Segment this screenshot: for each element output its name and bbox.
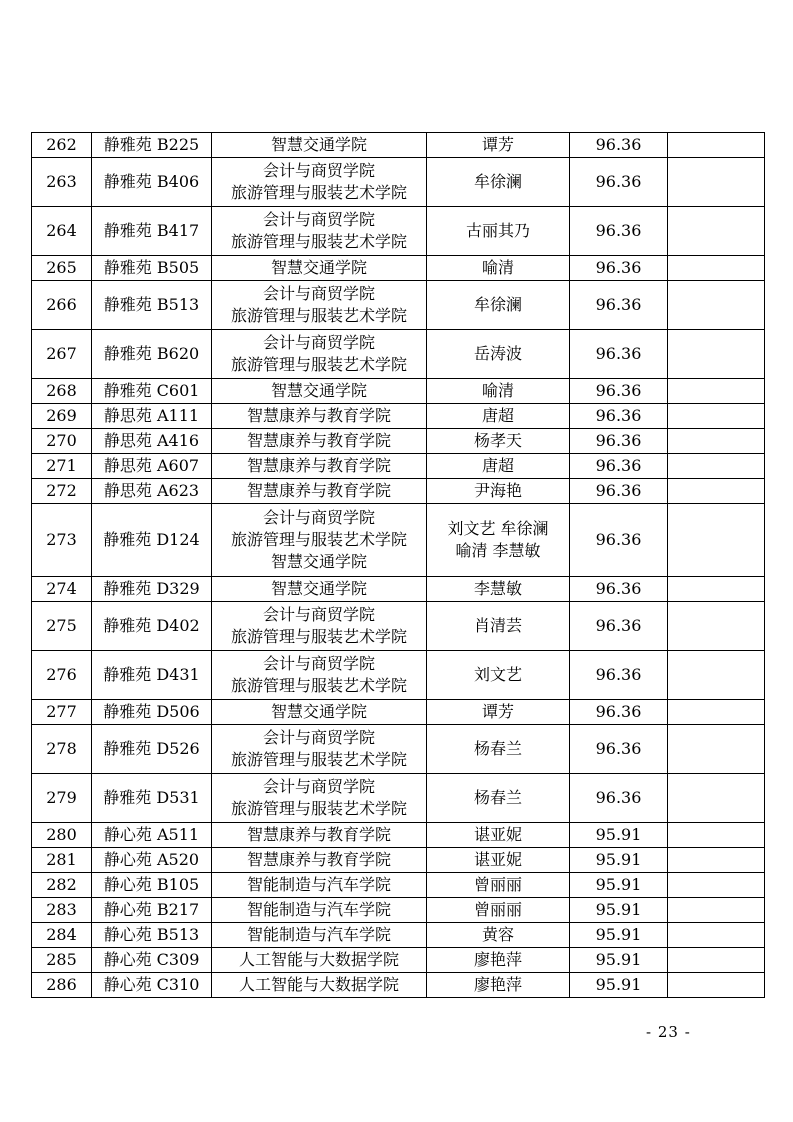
teacher-cell-line: 刘文艺	[473, 665, 522, 684]
remark-cell	[668, 577, 765, 602]
room-cell: 静心苑 B513	[92, 923, 212, 948]
college-cell-line: 智能制造与汽车学院	[246, 925, 391, 944]
teacher-cell	[427, 848, 570, 873]
teacher-cell-line: 肖清芸	[473, 616, 522, 635]
college-cell-line: 旅游管理与服装艺术学院	[230, 676, 407, 695]
remark-cell	[668, 281, 765, 330]
college-cell-line: 旅游管理与服装艺术学院	[230, 530, 407, 549]
table-row	[32, 454, 765, 479]
college-cell-line: 智能制造与汽车学院	[246, 875, 391, 894]
score-cell: 95.91	[570, 923, 668, 948]
room-cell: 静心苑 A520	[92, 848, 212, 873]
row-number: 265	[32, 256, 92, 281]
college-cell-line: 会计与商贸学院	[262, 210, 375, 229]
score-cell: 96.36	[570, 774, 668, 823]
remark-cell	[668, 133, 765, 158]
room-cell: 静心苑 B217	[92, 898, 212, 923]
teacher-cell	[427, 700, 570, 725]
table-row	[32, 774, 765, 823]
college-cell-line: 智慧交通学院	[270, 258, 367, 277]
college-cell-line: 旅游管理与服装艺术学院	[230, 355, 407, 374]
college-cell	[212, 725, 427, 774]
college-cell	[212, 281, 427, 330]
college-cell-line: 会计与商贸学院	[262, 333, 375, 352]
row-number: 276	[32, 651, 92, 700]
teacher-cell	[427, 429, 570, 454]
teacher-cell-line: 廖艳萍	[473, 950, 522, 969]
room-cell: 静心苑 A511	[92, 823, 212, 848]
room-cell: 静思苑 A623	[92, 479, 212, 504]
teacher-cell	[427, 454, 570, 479]
score-cell: 95.91	[570, 848, 668, 873]
remark-cell	[668, 823, 765, 848]
college-cell-line: 旅游管理与服装艺术学院	[230, 183, 407, 202]
teacher-cell-line: 杨春兰	[473, 788, 522, 807]
page-number: - 23 -	[646, 1023, 691, 1041]
remark-cell	[668, 848, 765, 873]
college-cell	[212, 898, 427, 923]
college-cell	[212, 651, 427, 700]
table-row	[32, 848, 765, 873]
teacher-cell-line: 古丽其乃	[465, 221, 530, 240]
college-cell	[212, 700, 427, 725]
remark-cell	[668, 256, 765, 281]
teacher-cell	[427, 973, 570, 998]
college-cell	[212, 774, 427, 823]
college-cell	[212, 429, 427, 454]
remark-cell	[668, 158, 765, 207]
college-cell-line: 智慧交通学院	[270, 381, 367, 400]
row-number: 264	[32, 207, 92, 256]
room-cell: 静心苑 C310	[92, 973, 212, 998]
college-cell-line: 智慧康养与教育学院	[246, 456, 391, 475]
remark-cell	[668, 602, 765, 651]
score-cell: 96.36	[570, 379, 668, 404]
score-cell: 96.36	[570, 330, 668, 379]
score-cell: 96.36	[570, 504, 668, 577]
table-row	[32, 504, 765, 577]
college-cell-line: 智能制造与汽车学院	[246, 900, 391, 919]
table-row	[32, 823, 765, 848]
table-row	[32, 973, 765, 998]
college-cell-line: 智慧交通学院	[270, 702, 367, 721]
college-cell	[212, 404, 427, 429]
teacher-cell-line: 喻清	[481, 381, 514, 400]
row-number: 281	[32, 848, 92, 873]
college-cell-line: 会计与商贸学院	[262, 508, 375, 527]
score-cell: 96.36	[570, 725, 668, 774]
remark-cell	[668, 479, 765, 504]
row-number: 273	[32, 504, 92, 577]
score-cell: 96.36	[570, 207, 668, 256]
room-cell: 静雅苑 B417	[92, 207, 212, 256]
college-cell-line: 智慧交通学院	[270, 552, 367, 571]
score-cell: 96.36	[570, 479, 668, 504]
remark-cell	[668, 207, 765, 256]
room-cell: 静心苑 C309	[92, 948, 212, 973]
remark-cell	[668, 404, 765, 429]
remark-cell	[668, 898, 765, 923]
row-number: 282	[32, 873, 92, 898]
teacher-cell-line: 杨春兰	[473, 739, 522, 758]
room-cell: 静思苑 A607	[92, 454, 212, 479]
table-row	[32, 379, 765, 404]
row-number: 283	[32, 898, 92, 923]
table-row	[32, 700, 765, 725]
table-row	[32, 725, 765, 774]
teacher-cell-line: 黄容	[481, 925, 514, 944]
remark-cell	[668, 700, 765, 725]
score-cell: 96.36	[570, 133, 668, 158]
teacher-cell	[427, 898, 570, 923]
remark-cell	[668, 379, 765, 404]
table-row	[32, 133, 765, 158]
teacher-cell-line: 杨孝天	[473, 431, 522, 450]
score-cell: 95.91	[570, 873, 668, 898]
table-row	[32, 948, 765, 973]
table-row	[32, 651, 765, 700]
teacher-cell	[427, 379, 570, 404]
college-cell-line: 旅游管理与服装艺术学院	[230, 750, 407, 769]
score-cell: 95.91	[570, 973, 668, 998]
row-number: 274	[32, 577, 92, 602]
remark-cell	[668, 725, 765, 774]
teacher-cell-line: 曾丽丽	[473, 875, 522, 894]
teacher-cell	[427, 651, 570, 700]
row-number: 269	[32, 404, 92, 429]
college-cell	[212, 207, 427, 256]
college-cell	[212, 602, 427, 651]
room-cell: 静雅苑 B505	[92, 256, 212, 281]
row-number: 280	[32, 823, 92, 848]
room-cell: 静雅苑 B513	[92, 281, 212, 330]
teacher-cell-line: 谭芳	[481, 135, 514, 154]
score-cell: 96.36	[570, 281, 668, 330]
table-row	[32, 577, 765, 602]
college-cell-line: 旅游管理与服装艺术学院	[230, 306, 407, 325]
college-cell	[212, 158, 427, 207]
remark-cell	[668, 973, 765, 998]
college-cell	[212, 923, 427, 948]
score-cell: 95.91	[570, 823, 668, 848]
score-cell: 96.36	[570, 158, 668, 207]
teacher-cell	[427, 158, 570, 207]
remark-cell	[668, 774, 765, 823]
college-cell	[212, 256, 427, 281]
college-cell-line: 会计与商贸学院	[262, 728, 375, 747]
teacher-cell-line: 廖艳萍	[473, 975, 522, 994]
college-cell	[212, 823, 427, 848]
college-cell	[212, 948, 427, 973]
college-cell	[212, 873, 427, 898]
teacher-cell	[427, 873, 570, 898]
table-row	[32, 281, 765, 330]
college-cell	[212, 577, 427, 602]
table-row	[32, 404, 765, 429]
row-number: 277	[32, 700, 92, 725]
score-cell: 96.36	[570, 602, 668, 651]
college-cell-line: 智慧康养与教育学院	[246, 825, 391, 844]
college-cell	[212, 973, 427, 998]
room-cell: 静雅苑 D329	[92, 577, 212, 602]
college-cell	[212, 379, 427, 404]
teacher-cell-line: 谌亚妮	[473, 825, 522, 844]
college-cell-line: 旅游管理与服装艺术学院	[230, 232, 407, 251]
college-cell-line: 智慧康养与教育学院	[246, 481, 391, 500]
remark-cell	[668, 504, 765, 577]
room-cell: 静雅苑 D402	[92, 602, 212, 651]
college-cell-line: 智慧交通学院	[270, 579, 367, 598]
score-cell: 96.36	[570, 404, 668, 429]
college-cell-line: 会计与商贸学院	[262, 777, 375, 796]
score-cell: 96.36	[570, 429, 668, 454]
row-number: 267	[32, 330, 92, 379]
college-cell	[212, 454, 427, 479]
teacher-cell	[427, 602, 570, 651]
row-number: 272	[32, 479, 92, 504]
room-cell: 静雅苑 D124	[92, 504, 212, 577]
college-cell-line: 智慧康养与教育学院	[246, 406, 391, 425]
college-cell-line: 会计与商贸学院	[262, 605, 375, 624]
row-number: 270	[32, 429, 92, 454]
teacher-cell	[427, 725, 570, 774]
table-row	[32, 479, 765, 504]
teacher-cell-line: 谭芳	[481, 702, 514, 721]
row-number: 284	[32, 923, 92, 948]
row-number: 285	[32, 948, 92, 973]
teacher-cell	[427, 330, 570, 379]
room-cell: 静雅苑 D506	[92, 700, 212, 725]
teacher-cell	[427, 207, 570, 256]
college-cell-line: 智慧康养与教育学院	[246, 431, 391, 450]
score-cell: 96.36	[570, 577, 668, 602]
table-row	[32, 158, 765, 207]
teacher-cell-line: 尹海艳	[473, 481, 522, 500]
teacher-cell	[427, 923, 570, 948]
table-row	[32, 602, 765, 651]
college-cell-line: 人工智能与大数据学院	[238, 975, 399, 994]
room-cell: 静雅苑 B225	[92, 133, 212, 158]
room-cell: 静心苑 B105	[92, 873, 212, 898]
teacher-cell	[427, 577, 570, 602]
college-cell-line: 会计与商贸学院	[262, 161, 375, 180]
remark-cell	[668, 873, 765, 898]
teacher-cell	[427, 504, 570, 577]
table-row	[32, 207, 765, 256]
teacher-cell	[427, 479, 570, 504]
remark-cell	[668, 923, 765, 948]
college-cell	[212, 330, 427, 379]
teacher-cell-line: 喻清	[481, 258, 514, 277]
teacher-cell	[427, 281, 570, 330]
score-cell: 95.91	[570, 898, 668, 923]
teacher-cell	[427, 404, 570, 429]
room-cell: 静雅苑 D526	[92, 725, 212, 774]
row-number: 268	[32, 379, 92, 404]
teacher-cell-line: 唐超	[481, 406, 514, 425]
teacher-cell-line: 曾丽丽	[473, 900, 522, 919]
score-cell: 95.91	[570, 948, 668, 973]
college-cell-line: 智慧交通学院	[270, 135, 367, 154]
teacher-cell-line: 牟徐澜	[473, 295, 522, 314]
table-body	[32, 133, 765, 998]
remark-cell	[668, 651, 765, 700]
room-cell: 静雅苑 D431	[92, 651, 212, 700]
row-number: 275	[32, 602, 92, 651]
college-cell	[212, 133, 427, 158]
college-cell-line: 人工智能与大数据学院	[238, 950, 399, 969]
room-cell: 静雅苑 C601	[92, 379, 212, 404]
teacher-cell-line: 牟徐澜	[473, 172, 522, 191]
score-cell: 96.36	[570, 256, 668, 281]
room-cell: 静思苑 A416	[92, 429, 212, 454]
row-number: 278	[32, 725, 92, 774]
teacher-cell	[427, 774, 570, 823]
teacher-cell-line: 刘文艺 牟徐澜	[447, 519, 549, 538]
dormitory-score-table	[31, 132, 765, 998]
row-number: 266	[32, 281, 92, 330]
room-cell: 静思苑 A111	[92, 404, 212, 429]
college-cell	[212, 504, 427, 577]
row-number: 271	[32, 454, 92, 479]
teacher-cell	[427, 256, 570, 281]
teacher-cell	[427, 133, 570, 158]
score-cell: 96.36	[570, 700, 668, 725]
room-cell: 静雅苑 B406	[92, 158, 212, 207]
remark-cell	[668, 429, 765, 454]
remark-cell	[668, 330, 765, 379]
row-number: 263	[32, 158, 92, 207]
remark-cell	[668, 948, 765, 973]
teacher-cell-line: 岳涛波	[473, 344, 522, 363]
table-row	[32, 330, 765, 379]
teacher-cell-line: 谌亚妮	[473, 850, 522, 869]
college-cell-line: 旅游管理与服装艺术学院	[230, 799, 407, 818]
college-cell-line: 会计与商贸学院	[262, 654, 375, 673]
table-row	[32, 923, 765, 948]
teacher-cell-line: 李慧敏	[473, 579, 522, 598]
teacher-cell	[427, 823, 570, 848]
teacher-cell	[427, 948, 570, 973]
table-row	[32, 429, 765, 454]
remark-cell	[668, 454, 765, 479]
teacher-cell-line: 喻清 李慧敏	[455, 541, 541, 560]
table-row	[32, 898, 765, 923]
table-row	[32, 873, 765, 898]
table-row	[32, 256, 765, 281]
score-cell: 96.36	[570, 454, 668, 479]
teacher-cell-line: 唐超	[481, 456, 514, 475]
room-cell: 静雅苑 D531	[92, 774, 212, 823]
score-cell: 96.36	[570, 651, 668, 700]
row-number: 262	[32, 133, 92, 158]
college-cell-line: 旅游管理与服装艺术学院	[230, 627, 407, 646]
college-cell	[212, 479, 427, 504]
row-number: 279	[32, 774, 92, 823]
room-cell: 静雅苑 B620	[92, 330, 212, 379]
college-cell	[212, 848, 427, 873]
college-cell-line: 智慧康养与教育学院	[246, 850, 391, 869]
row-number: 286	[32, 973, 92, 998]
college-cell-line: 会计与商贸学院	[262, 284, 375, 303]
